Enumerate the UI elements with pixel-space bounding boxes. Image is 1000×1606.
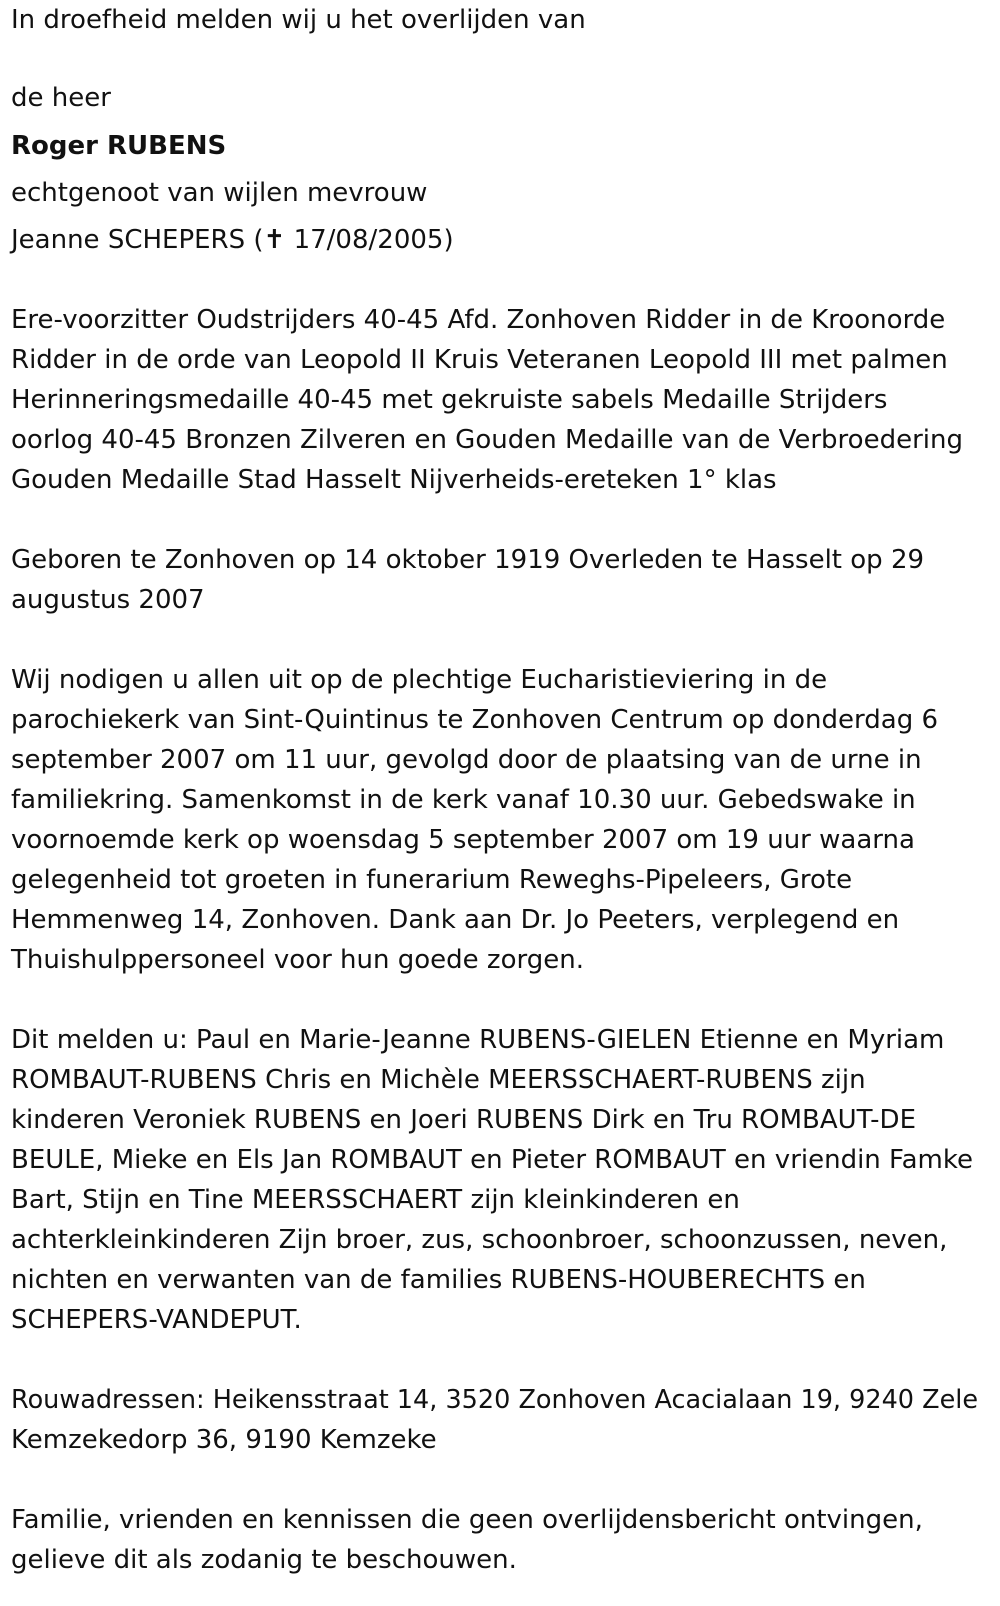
closing-paragraph xyxy=(11,1500,996,1580)
family-line: SCHEPERS-VANDEPUT. xyxy=(11,1305,302,1335)
family-line: BEULE, Mieke en Els Jan ROMBAUT en Pieter ROMBAUT en vriendin Famke xyxy=(11,1145,973,1175)
spacer xyxy=(11,980,996,1020)
intro-text: In droefheid melden wij u het overlijden van xyxy=(11,5,586,35)
honors-paragraph xyxy=(11,300,996,500)
ceremony-line: voornoemde kerk op woensdag 5 september 2007 om 19 uur waarna xyxy=(11,825,915,855)
ceremony-line: september 2007 om 11 uur, gevolgd door de plaatsing van de urne in xyxy=(11,745,922,775)
address-line: Kemzekedorp 36, 9190 Kemzeke xyxy=(11,1425,437,1455)
address-paragraph xyxy=(11,1380,996,1460)
family-line: Bart, Stijn en Tine MEERSSCHAERT zijn kleinkinderen en xyxy=(11,1185,740,1215)
ceremony-line: familiekring. Samenkomst in de kerk vanaf 10.30 uur. Gebedswake in xyxy=(11,785,916,815)
obituary-document xyxy=(11,0,996,1580)
spacer xyxy=(11,620,996,660)
honors-line: oorlog 40-45 Bronzen Zilveren en Gouden Medaille van de Verbroedering xyxy=(11,425,963,455)
ceremony-line: Thuishulppersoneel voor hun goede zorgen. xyxy=(11,945,584,975)
spacer xyxy=(11,260,996,300)
honors-line: Ere-voorzitter Oudstrijders 40-45 Afd. Zonhoven Ridder in de Kroonorde xyxy=(11,305,946,335)
birth-death-line: augustus 2007 xyxy=(11,585,205,615)
family-line: nichten en verwanten van de families RUBENS-HOUBERECHTS en xyxy=(11,1265,866,1295)
closing-line: Familie, vrienden en kennissen die geen overlijdensbericht ontvingen, xyxy=(11,1505,923,1535)
family-line: ROMBAUT-RUBENS Chris en Michèle MEERSSCHAERT-RUBENS zijn xyxy=(11,1065,866,1095)
birth-death-paragraph xyxy=(11,540,996,620)
ceremony-line: Hemmenweg 14, Zonhoven. Dank aan Dr. Jo Peeters, verplegend en xyxy=(11,905,900,935)
honors-line: Ridder in de orde van Leopold II Kruis Veteranen Leopold III met palmen xyxy=(11,345,948,375)
salutation: de heer xyxy=(11,83,111,113)
ceremony-paragraph xyxy=(11,660,996,980)
spacer xyxy=(11,1460,996,1500)
family-line: kinderen Veroniek RUBENS en Joeri RUBENS Dirk en Tru ROMBAUT-DE xyxy=(11,1105,916,1135)
spacer xyxy=(11,500,996,540)
spacer xyxy=(11,40,996,80)
family-line: Dit melden u: Paul en Marie-Jeanne RUBENS-GIELEN Etienne en Myriam xyxy=(11,1025,945,1055)
address-line: Rouwadressen: Heikensstraat 14, 3520 Zonhoven Acacialaan 19, 9240 Zele xyxy=(11,1385,979,1415)
ceremony-line: parochiekerk van Sint-Quintinus te Zonhoven Centrum op donderdag 6 xyxy=(11,705,939,735)
spouse-name: Jeanne SCHEPERS (✝ 17/08/2005) xyxy=(11,225,454,255)
ceremony-line: gelegenheid tot groeten in funerarium Reweghs-Pipeleers, Grote xyxy=(11,865,853,895)
family-line: achterkleinkinderen Zijn broer, zus, schoonbroer, schoonzussen, neven, xyxy=(11,1225,948,1255)
birth-death-line: Geboren te Zonhoven op 14 oktober 1919 Overleden te Hasselt op 29 xyxy=(11,545,925,575)
deceased-name: Roger RUBENS xyxy=(11,131,227,161)
spouse-intro: echtgenoot van wijlen mevrouw xyxy=(11,178,428,208)
family-paragraph xyxy=(11,1020,996,1340)
honors-line: Herinneringsmedaille 40-45 met gekruiste sabels Medaille Strijders xyxy=(11,385,888,415)
spacer xyxy=(11,1340,996,1380)
closing-line: gelieve dit als zodanig te beschouwen. xyxy=(11,1545,517,1575)
ceremony-line: Wij nodigen u allen uit op de plechtige Eucharistieviering in de xyxy=(11,665,828,695)
honors-line: Gouden Medaille Stad Hasselt Nijverheids-ereteken 1° klas xyxy=(11,465,777,495)
